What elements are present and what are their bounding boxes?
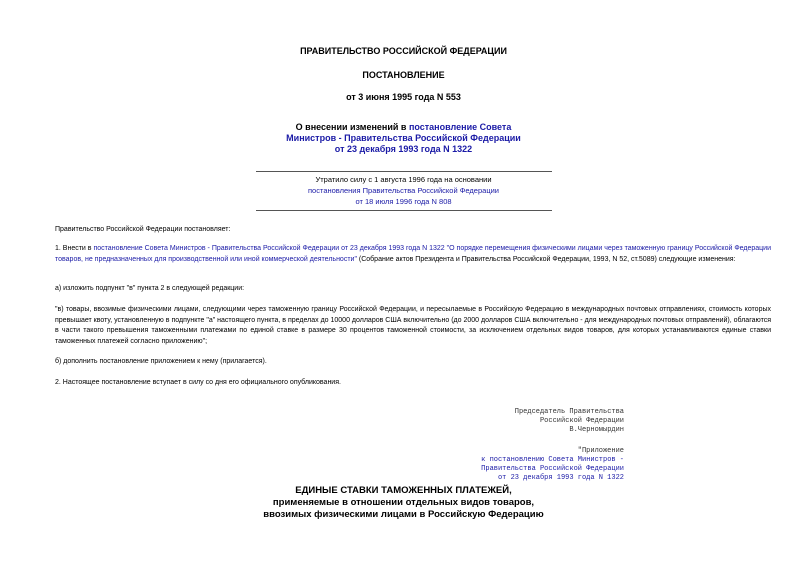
p1-start: 1. Внести в — [55, 245, 94, 252]
signature-org: Российской Федерации — [539, 417, 624, 425]
appendix-ref-line-1: "Приложение — [577, 447, 624, 455]
status-note — [0, 174, 807, 207]
status-link-2[interactable]: от 18 июля 1996 года N 808 — [355, 197, 452, 206]
document-type: ПОСТАНОВЛЕНИЕ — [362, 70, 445, 80]
quoted-text: "в) товары, ввозимые физическими лицами, следующими через таможенную границу Российской Федерации, и пересылаемые в Российскую Федерацию в международных почтовых отправлениях, стоимость которых превышает квоту, установленную в подпункте "а" настоящего пункта, в пределах до 10000 долларов США включительно (до 2000 долларов США включительно - для международных почтовых отправлений), облагаются в части такого превышения таможенными платежами по единой ставке в размере 30 процентов таможенной стоимости, за исключением отдельных видов товаров, для которых устанавливаются единые ставки таможенных платежей согласно приложению"; — [55, 306, 771, 345]
signature-name: В.Черномырдин — [569, 426, 624, 434]
appendix-title-line-1: ЕДИНЫЕ СТАВКИ ТАМОЖЕННЫХ ПЛАТЕЖЕЙ, — [295, 485, 512, 496]
signature-block — [420, 408, 624, 435]
title-link-2[interactable]: Министров - Правительства Российской Федерации — [286, 133, 521, 143]
document-title — [0, 122, 807, 155]
appendix-title-line-3: ввозимых физическими лицами в Российскую Федерацию — [263, 509, 544, 520]
divider-top — [256, 171, 552, 172]
government-heading: ПРАВИТЕЛЬСТВО РОССИЙСКОЙ ФЕДЕРАЦИИ — [300, 46, 507, 56]
appendix-ref-link-3[interactable]: от 23 декабря 1993 года N 1322 — [497, 474, 624, 482]
appendix-ref-link-1[interactable]: к постановлению Совета Министров - — [481, 456, 624, 464]
title-link-3[interactable]: от 23 декабря 1993 года N 1322 — [334, 144, 473, 154]
appendix-ref-link-2[interactable]: Правительства Российской Федерации — [481, 465, 624, 473]
status-link-1[interactable]: постановления Правительства Российской Федерации — [307, 186, 499, 195]
signature-title: Председатель Правительства — [514, 408, 624, 416]
title-link-1[interactable]: постановление Совета — [408, 122, 512, 132]
paragraph-1 — [55, 244, 771, 265]
p1-end: (Собрание актов Президента и Правительства Российской Федерации, 1993, N 52, ст.5089) следующие изменения: — [356, 255, 736, 263]
p1-decree-link[interactable]: постановление Совета Министров - Правительства Российской Федерации от 23 декабря 1993 года N 1322 "О порядке перемещения физическими лицами через таможенную границу Российской Федерации товаров, не предназначенных для производственной или иной коммерческой деятельности" — [55, 245, 771, 263]
divider-bottom — [256, 210, 552, 211]
intro-text: Правительство Российской Федерации постановляет: — [55, 226, 231, 233]
subparagraph-a: а) изложить подпункт "в" пункта 2 в следующей редакции: — [55, 285, 245, 292]
appendix-title — [0, 485, 807, 521]
status-line-1: Утратило силу с 1 августа 1996 года на основании — [315, 175, 492, 184]
title-prefix: О внесении изменений в — [295, 122, 409, 132]
document-date-number: от 3 июня 1995 года N 553 — [346, 92, 461, 102]
appendix-reference — [420, 447, 624, 483]
paragraph-2: 2. Настоящее постановление вступает в силу со дня его официального опубликования. — [55, 379, 341, 386]
appendix-title-line-2: применяемые в отношении отдельных видов товаров, — [272, 497, 535, 508]
subparagraph-b: б) дополнить постановление приложением к нему (прилагается). — [55, 358, 267, 365]
